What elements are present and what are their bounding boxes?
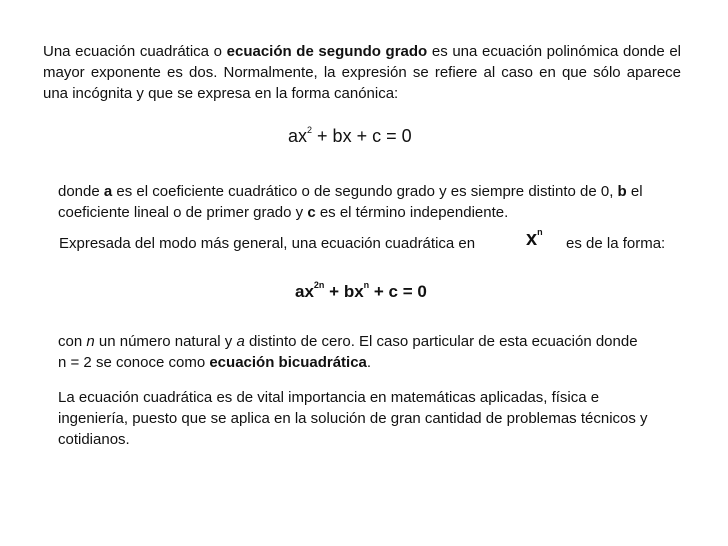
eq2-bx: + bx xyxy=(329,282,364,301)
intro-bold-term: ecuación de segundo grado xyxy=(226,43,428,60)
bic-text-3: distinto de cero. El caso particular de esta ecuación donde n = 2 se conoce como xyxy=(58,333,638,371)
bicuadratic-paragraph xyxy=(58,331,648,373)
def-b: b xyxy=(617,183,627,200)
eq1-ax: ax xyxy=(288,126,308,146)
general-left-text: Expresada del modo más general, una ecuación cuadrática en xyxy=(59,235,476,252)
bic-text-2: un número natural y xyxy=(94,333,237,350)
bic-bold-term: ecuación bicuadrática xyxy=(209,354,367,371)
bic-text-1: con xyxy=(58,333,87,350)
def-text-3: el coeficiente lineal o de primer grado y xyxy=(58,183,643,221)
def-c: c xyxy=(307,204,316,221)
bic-a: a xyxy=(236,333,245,350)
eq2-exponent-1: 2n xyxy=(313,280,325,290)
eq1-exponent: 2 xyxy=(307,125,313,135)
def-text-1: donde xyxy=(58,183,104,200)
importance-paragraph: La ecuación cuadrática es de vital importancia en matemáticas aplicadas, física e ingeniería, puesto que se aplica en la solución de gran cantidad de problemas técnicos y cotidianos. xyxy=(58,389,648,448)
eq2-ax: ax xyxy=(295,282,314,301)
eq2-exponent-2: n xyxy=(363,280,370,290)
general-right-text: es de la forma: xyxy=(566,235,666,252)
def-text-2: es el coeficiente cuadrático o de segundo grado y es siempre distinto de 0, xyxy=(112,183,618,200)
general-equation xyxy=(295,282,427,302)
eq1-rest: + bx + c = 0 xyxy=(317,126,412,146)
general-var-x: x xyxy=(526,228,538,250)
eq2-rest: + c = 0 xyxy=(373,282,427,301)
def-text-4: es el término independiente. xyxy=(315,204,509,221)
general-variable xyxy=(526,228,543,251)
intro-text-1: Una ecuación cuadrática o xyxy=(43,43,227,60)
general-var-exponent: n xyxy=(537,227,543,237)
def-a: a xyxy=(103,183,113,200)
canonical-equation xyxy=(288,126,412,147)
definition-paragraph xyxy=(58,181,678,223)
intro-paragraph xyxy=(43,41,681,104)
intro-text-2: es una ecuación polinómica donde el mayor exponente es dos. Normalmente, la expresión se refiere al caso en que sólo aparece una incógnita y que se expresa en la forma canónica: xyxy=(43,43,682,102)
bic-n: n xyxy=(86,333,95,350)
bic-text-4: . xyxy=(366,354,372,371)
